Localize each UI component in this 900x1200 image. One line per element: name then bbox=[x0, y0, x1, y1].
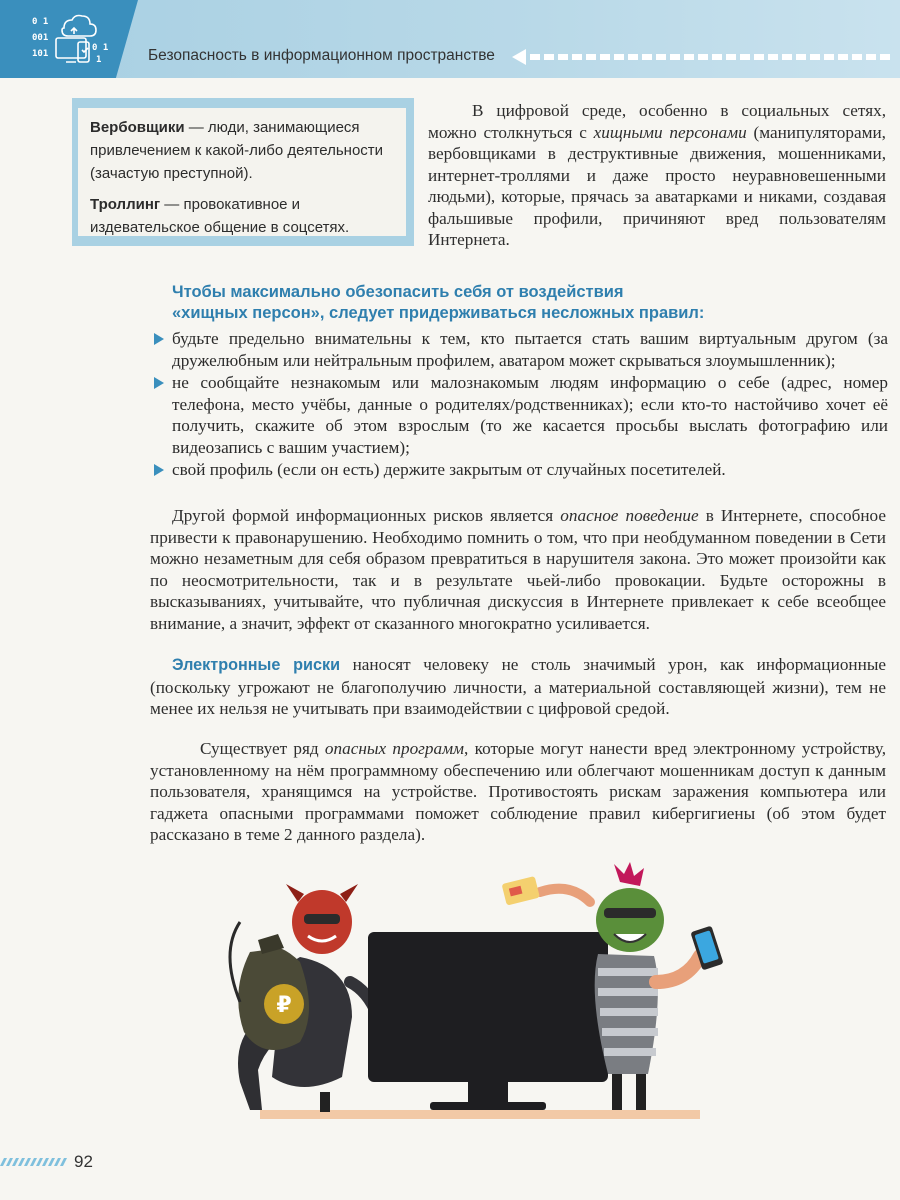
definition-term: Вербовщики bbox=[90, 119, 185, 136]
computer-monitor bbox=[368, 932, 608, 1110]
page-number: 92 bbox=[74, 1152, 93, 1171]
svg-text:0 1: 0 1 bbox=[32, 17, 49, 27]
definition-text: — провокативное и издевательское общение в соцсетях. bbox=[90, 196, 350, 236]
money-bag bbox=[230, 922, 309, 1050]
list-item: не сообщайте незнакомым или малознакомым людям информацию о себе (адрес, номер телефона, место учёбы, данные о родителях/родственниках); если кто-то настойчиво хочет её получить, скажите об этом взрослым (то же касается просьбы выслать фотографию или видеозапись с вашим участием); bbox=[152, 372, 888, 458]
intro-paragraph: В цифровой среде, особенно в социальных сетях, можно столкнуться с хищными персонами (манипуляторами, вербовщиками в деструктивные движения, мошенниками, интернет-троллями и даже просто неуравновешенными людьми), которые, прячась за аватарками и никами, создавая фальшивые профили, причиняют вред пользователям Интернета. bbox=[428, 101, 886, 249]
emphasis-predatory-personas: хищными персонами bbox=[593, 122, 747, 142]
footer-stripes bbox=[0, 1152, 70, 1172]
emphasis-dangerous-behavior: опасное поведение bbox=[560, 506, 699, 525]
triangle-bullet-icon bbox=[154, 377, 164, 389]
binary-cloud-devices-icon bbox=[30, 10, 112, 68]
definition-trolling bbox=[90, 193, 406, 239]
ruble-sign: ₽ bbox=[276, 993, 292, 1018]
highlight-electronic-risks: Электронные риски bbox=[172, 656, 341, 674]
section-title: Безопасность в информационном пространстве bbox=[148, 47, 495, 64]
svg-text:101: 101 bbox=[32, 49, 49, 59]
svg-text:001: 001 bbox=[32, 33, 49, 43]
section-icon-tab bbox=[0, 0, 138, 78]
rules-heading: Чтобы максимально обезопасить себя от воздействия «хищных персон», следует придерживаться несложных правил: bbox=[172, 283, 705, 322]
svg-text:1: 1 bbox=[96, 55, 102, 65]
definition-recruiters bbox=[90, 116, 406, 185]
list-item: свой профиль (если он есть) держите закрытым от случайных посетителей. bbox=[152, 459, 888, 481]
rules-list bbox=[152, 328, 888, 482]
hackers-at-computer-illustration bbox=[200, 862, 760, 1124]
svg-text:0 1: 0 1 bbox=[92, 43, 109, 53]
triangle-bullet-icon bbox=[154, 464, 164, 476]
list-item: будьте предельно внимательны к тем, кто пытается стать вашим виртуальным другом (за дружелюбным или нейтральным профилем, аватаром может скрываться злоумышленник); bbox=[152, 328, 888, 371]
triangle-bullet-icon bbox=[154, 333, 164, 345]
electronic-risks-paragraph: Электронные риски наносят человеку не столь значимый урон, как информационные (поскольку угрожают не благополучию личности, а материальной составляющей жизни), тем не менее их нельзя не учитывать при взаимодействии с цифровой средой. bbox=[150, 655, 886, 718]
definition-box bbox=[78, 108, 406, 236]
definition-text: — люди, занимающиеся привлечением к какой-либо деятельности (зачастую преступной). bbox=[90, 119, 384, 182]
header-dashed-arrow bbox=[512, 47, 900, 67]
definition-term: Троллинг bbox=[90, 196, 161, 213]
dangerous-programs-paragraph: Существует ряд опасных программ, которые могут нанести вред электронному устройству, установленному на нём программному обеспечению или облегчают мошенникам доступ к данным пользователя, хранящимся на устройстве. Противостоять рискам заражения компьютера или гаджета опасными программами поможет соблюдение правил кибергигиены (об этом будет рассказано в теме 2 данного раздела). bbox=[150, 739, 886, 844]
dangerous-behavior-paragraph: Другой формой информационных рисков является опасное поведение в Интернете, способное привести к правонарушению. Необходимо помнить о том, что при необдуманном поведении в Сети можно незаметным для себя образом превратиться в нарушителя закона. Это может произойти как по неосмотрительности, так и в результате чьей-либо провокации. Будьте осторожны в высказываниях, учитывайте, что публичная дискуссия в Интернете привлекает к себе всеобщее внимание, а значит, эффект от сказанного многократно усиливается. bbox=[150, 506, 886, 633]
emphasis-dangerous-programs: опасных программ bbox=[324, 739, 465, 758]
